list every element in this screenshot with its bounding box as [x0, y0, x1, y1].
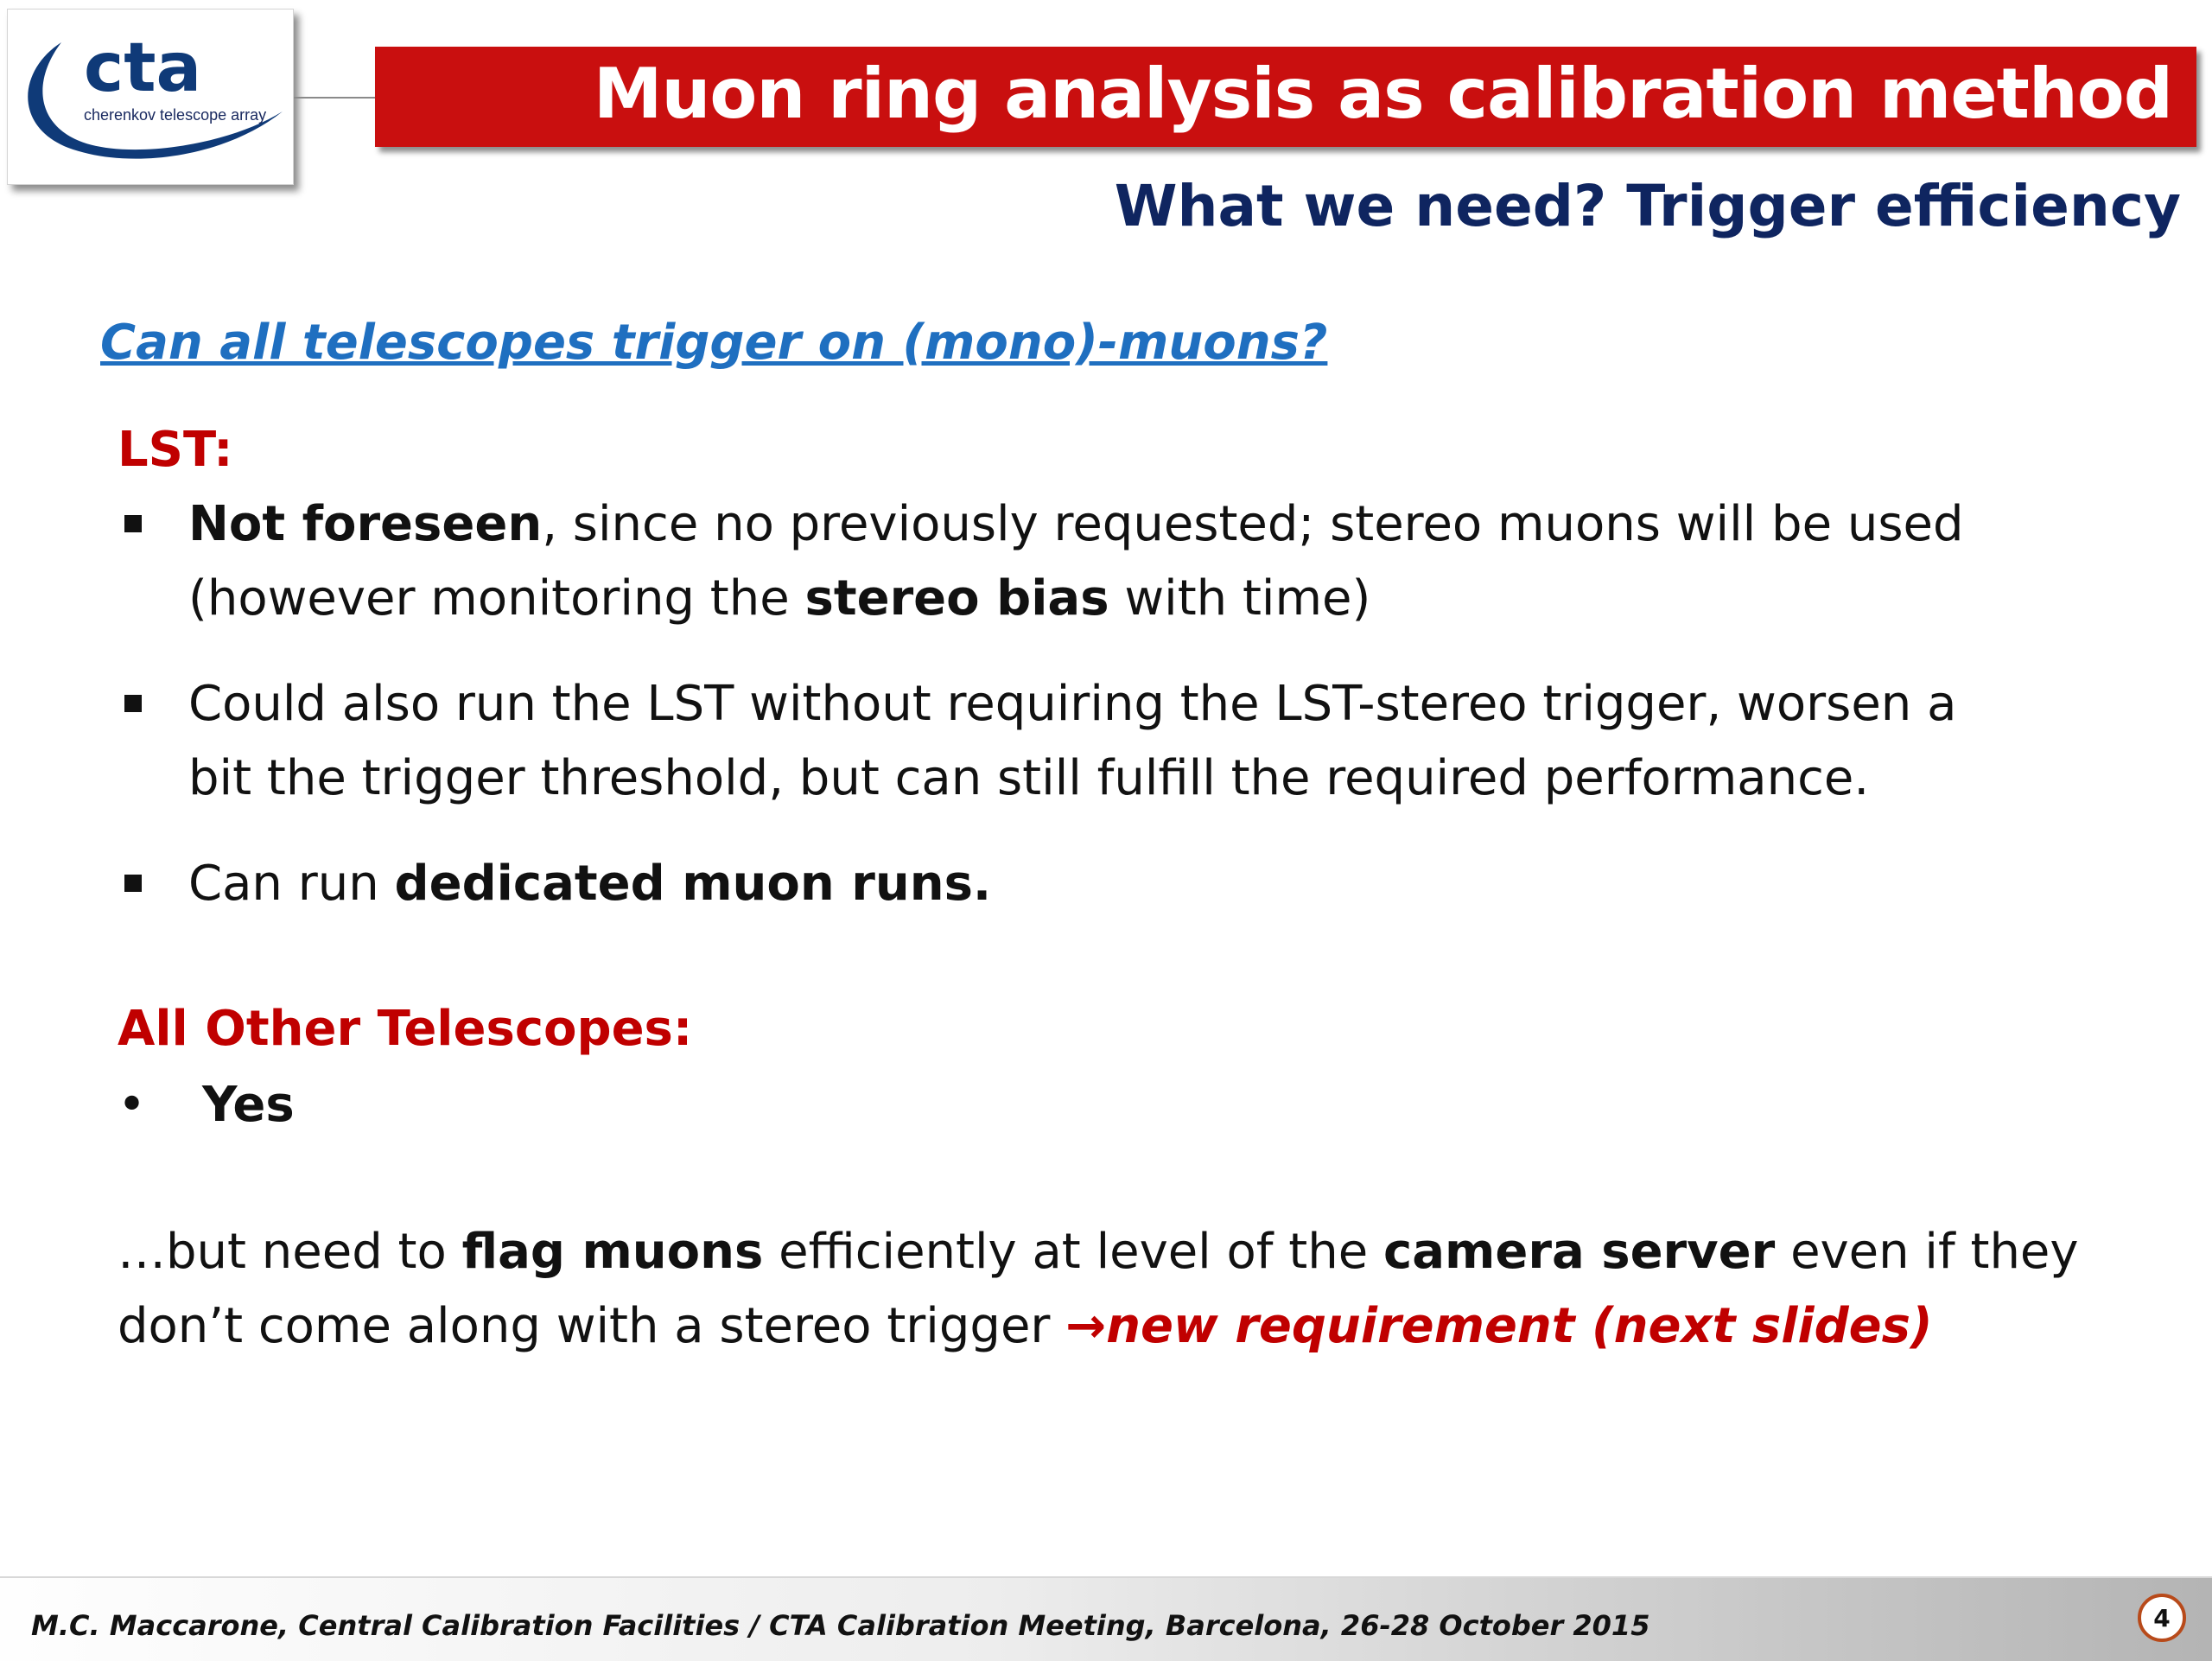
bullet-2-line-2: bit the trigger threshold, but can still fulfill the required performance. — [188, 750, 1870, 806]
cta-swoosh-logo — [8, 10, 293, 184]
new-requirement-text: new requirement (next slides) — [1106, 1298, 1933, 1354]
bullet-1-line-2b: with time) — [1109, 570, 1371, 627]
lst-bullet-3-text — [188, 847, 991, 921]
logo-wordmark: cta — [84, 29, 202, 107]
slide-title: Muon ring analysis as calibration method — [593, 54, 2172, 134]
slide-subtitle: What we need? Trigger efficiency — [1114, 173, 2181, 239]
bullet-1-line-1: , since no previously requested; stereo muons will be used — [542, 496, 1964, 552]
flag-muons-text: flag muons — [461, 1224, 764, 1280]
lst-bullet-1-text — [188, 487, 1964, 636]
bullet-1-line-2a: (however monitoring the — [188, 570, 805, 627]
cta-logo — [7, 9, 294, 185]
bullet-2-line-1: Could also run the LST without requiring the LST-stereo trigger, worsen a — [188, 676, 1957, 732]
lst-heading: LST: — [118, 422, 233, 478]
dedicated-muon-runs-text: dedicated muon runs. — [394, 856, 992, 912]
logo-tagline: cherenkov telescope array — [84, 106, 267, 124]
footer-credits: M.C. Maccarone, Central Calibration Facilities / CTA Calibration Meeting, Barcelona, 26-28 October 2015 — [31, 1609, 1650, 1642]
page-number-badge: 4 — [2138, 1594, 2186, 1642]
stereo-bias-text: stereo bias — [804, 570, 1109, 627]
square-bullet-icon — [124, 695, 142, 712]
square-bullet-icon — [124, 875, 142, 892]
arrow-right-icon: → — [1065, 1298, 1107, 1354]
square-bullet-icon — [124, 515, 142, 532]
footer-bar — [0, 1576, 2212, 1661]
conclusion-paragraph — [118, 1215, 2079, 1364]
conclusion-part-1: …but need to — [118, 1224, 462, 1280]
lst-bullet-2-text — [188, 667, 1956, 816]
bullet-3-text: Can run — [188, 856, 395, 912]
other-telescopes-heading: All Other Telescopes: — [118, 1001, 693, 1057]
camera-server-text: camera server — [1383, 1224, 1776, 1280]
conclusion-part-2: efficiently at level of the — [763, 1224, 1384, 1280]
yes-text: Yes — [202, 1077, 295, 1133]
logo-connector-line — [294, 97, 377, 99]
not-foreseen-text: Not foreseen — [188, 496, 543, 552]
dot-bullet-icon: • — [118, 1077, 147, 1133]
question-link[interactable]: Can all telescopes trigger on (mono)-muons? — [100, 315, 1328, 371]
conclusion-part-4: don’t come along with a stereo trigger — [118, 1298, 1066, 1354]
title-banner — [375, 47, 2196, 147]
conclusion-part-3: even if they — [1775, 1224, 2079, 1280]
